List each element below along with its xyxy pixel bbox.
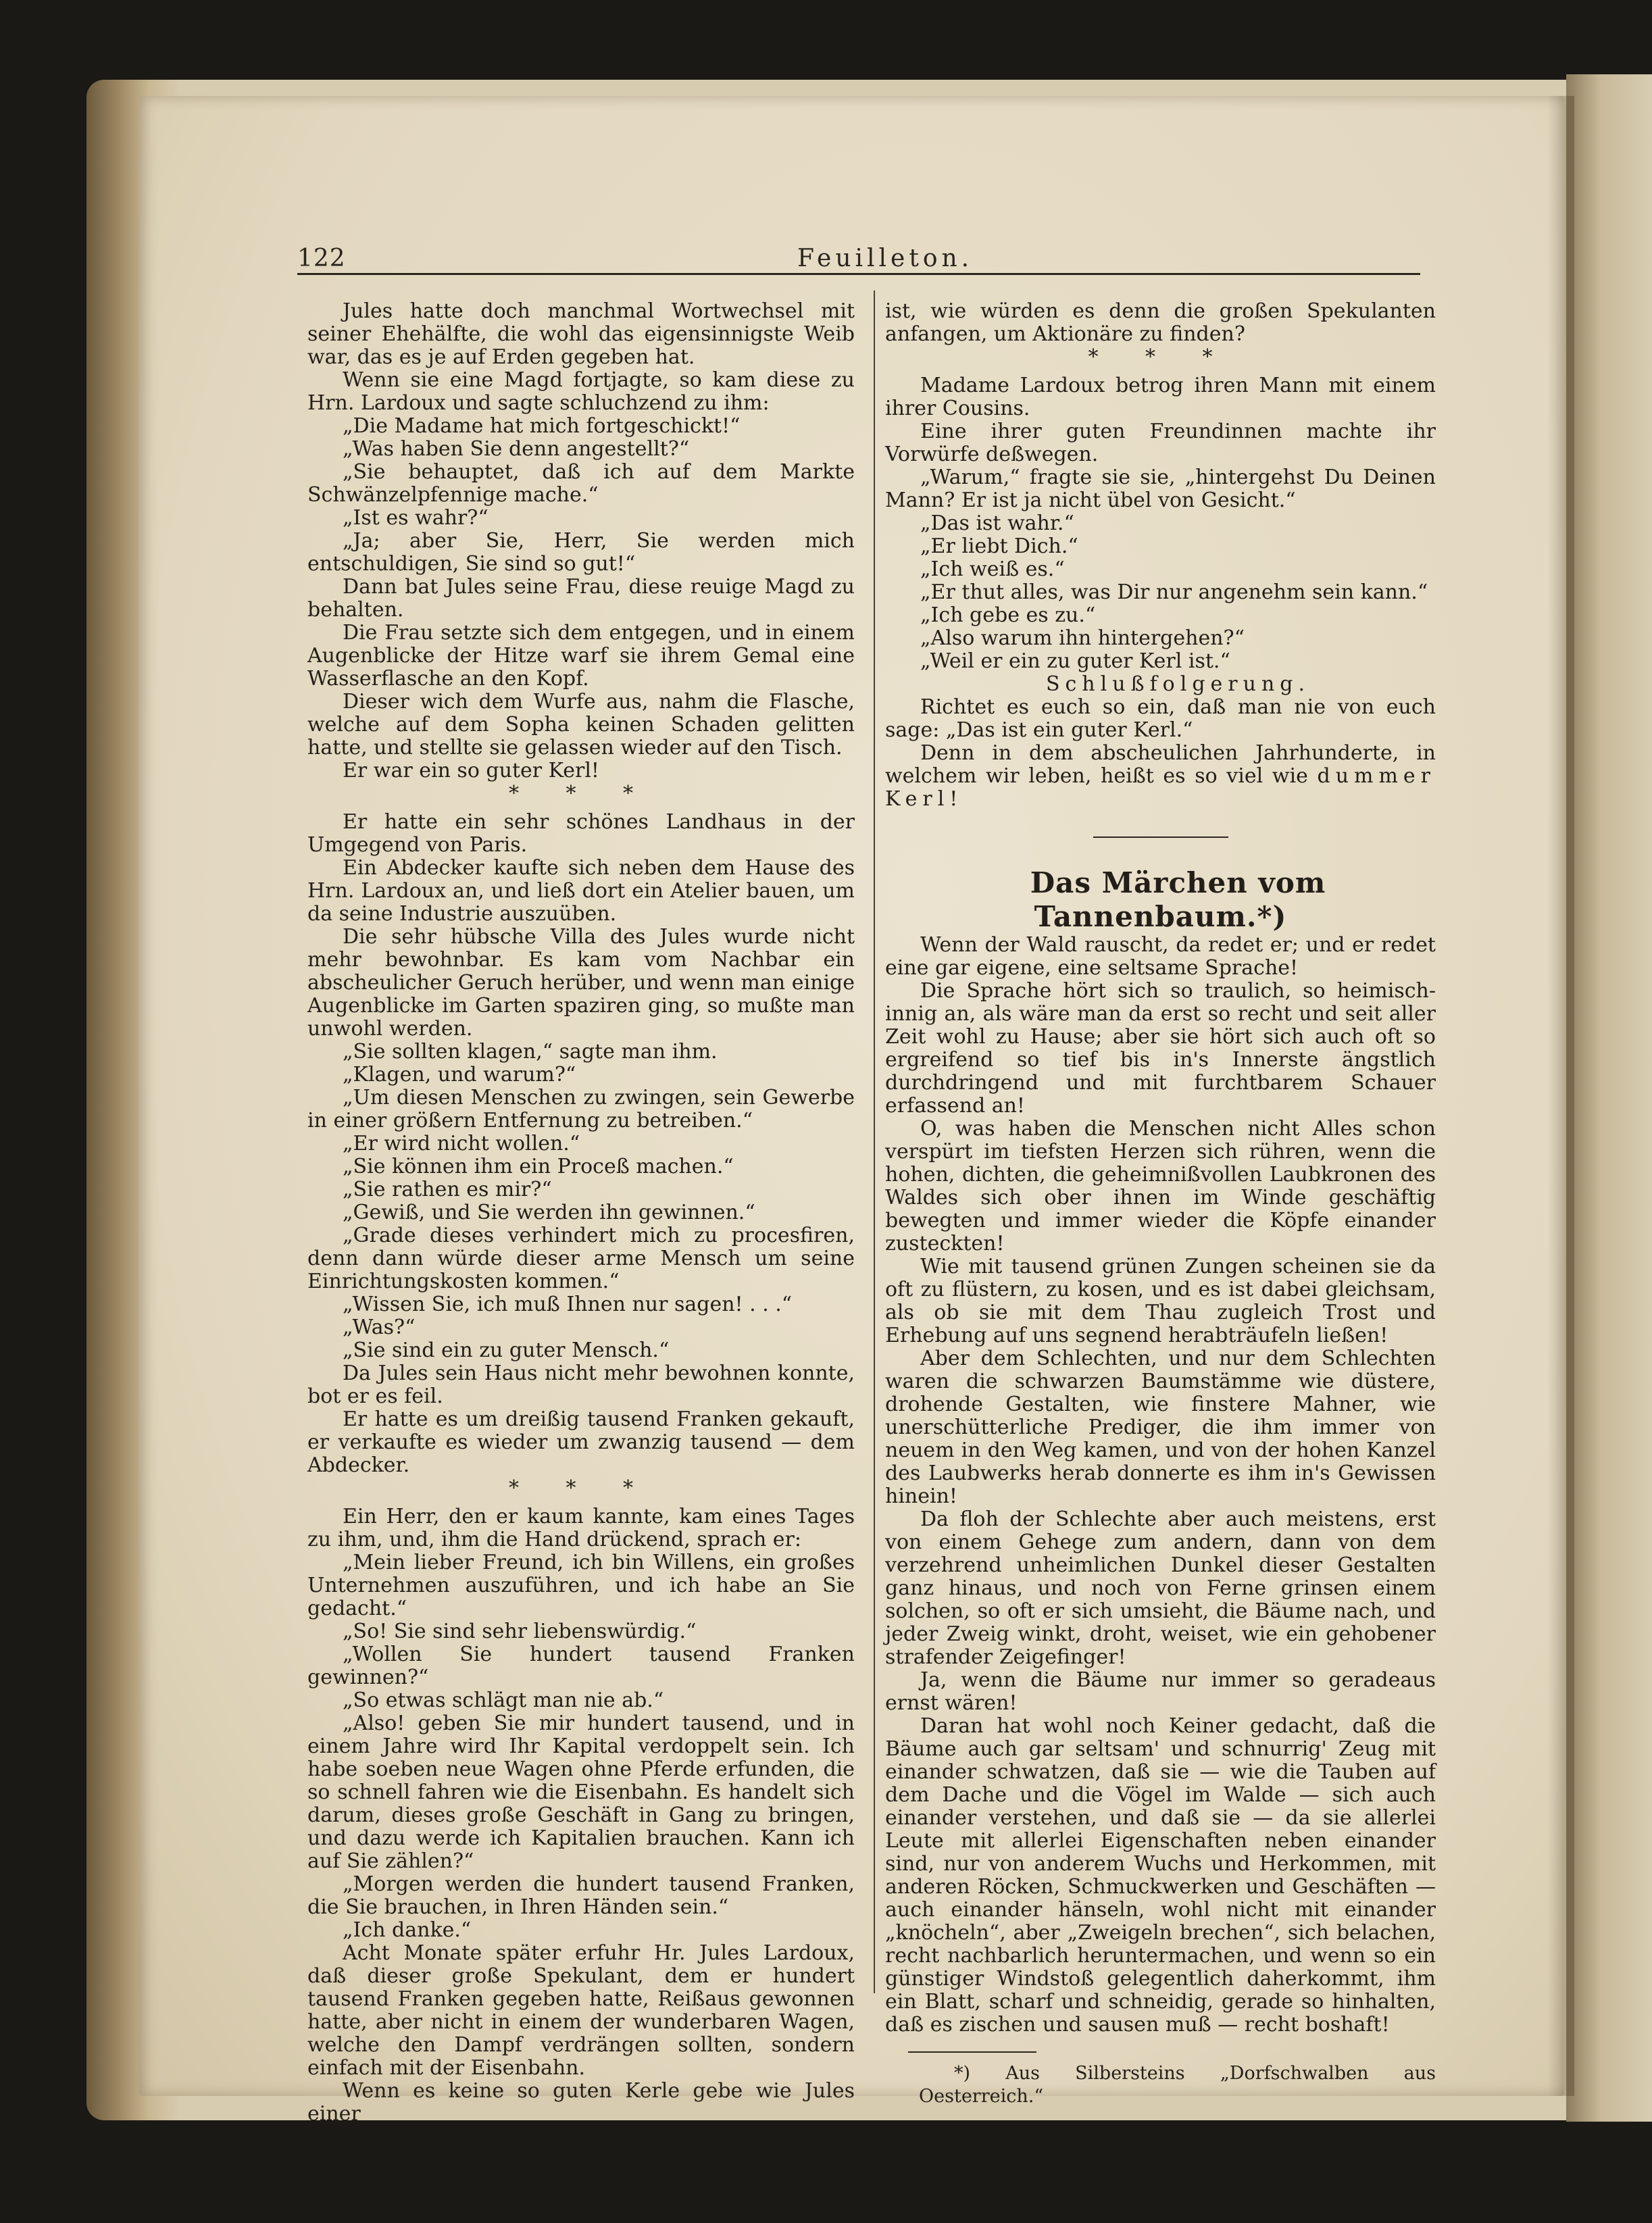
asterism-separator: * * * [1088, 345, 1233, 369]
paragraph: „Also warum ihn hintergehen?“ [920, 626, 1245, 650]
paragraph: „Sie sind ein zu guter Mensch.“ [343, 1339, 670, 1362]
paragraph: Die Sprache hört sich so traulich, so heimisch-innig an, als wäre man da erst so recht und seit aller Zeit wohl zu Hause; aber sie hört sich auch oft so ergreifend so tief bis in's Innerste ängstlich durchdringend und mit furchtbarem Schauer erfassend an! [885, 979, 1436, 1118]
paragraph: Eine ihrer guten Freundinnen machte ihr Vorwürfe deßwegen. [885, 420, 1436, 466]
column-rule [874, 291, 875, 1993]
paragraph: Ein Abdecker kaufte sich neben dem Hause des Hrn. Lardoux an, und ließ dort ein Atelier bauen, um da seine Industrie auszuüben. [307, 856, 855, 926]
paragraph: Da Jules sein Haus nicht mehr bewohnen konnte, bot er es feil. [307, 1362, 855, 1408]
paragraph: „Sie sollten klagen,“ sagte man ihm. [343, 1040, 718, 1064]
running-title: Feuilleton. [797, 245, 974, 272]
right-column [885, 300, 1436, 2108]
paragraph: „Sie rathen es mir?“ [343, 1178, 552, 1201]
paragraph: „Mein lieber Freund, ich bin Willens, ein großes Unternehmen auszuführen, und ich habe an Sie gedacht.“ [307, 1551, 855, 1620]
next-page-edge [1566, 74, 1652, 2122]
paragraph: „Weil er ein zu guter Kerl ist.“ [920, 649, 1230, 673]
asterism-separator: * * * [508, 1476, 654, 1500]
page-number: 122 [297, 245, 346, 272]
paragraph: Ja, wenn die Bäume nur immer so geradeaus ernst wären! [885, 1668, 1436, 1715]
paragraph: Dieser wich dem Wurfe aus, nahm die Flasche, welche auf dem Sopha keinen Schaden gelitten hatte, und stellte sie gelassen wieder auf den Tisch. [307, 690, 855, 759]
paragraph: Daran hat wohl noch Keiner gedacht, daß die Bäume auch gar seltsam' und schnurrig' Zeug mit einander schwatzen, daß sie — wie die Tauben auf dem Dache und die Vögel im Walde — sich auch einander verstehen, und daß sie — da sie allerlei Leute mit allerlei Eigenschaften neben einander sind, nur von anderem Wuchs und Herkommen, mit anderen Röcken, Schmuckwerken und Geschäften — auch einander hänseln, wohl nicht mit einander „knöcheln“, aber „Zweigeln brechen“, sich belachen, recht nachbarlich heruntermachen, und wenn so ein günstiger Windstoß gelegentlich daherkommt, ihm ein Blatt, scharf und schneidig, gerade so hinhalten, daß es zischen und sausen muß — recht boshaft! [885, 1714, 1436, 2037]
gutter-shadow [1547, 96, 1574, 2096]
paragraph: „Um diesen Menschen zu zwingen, sein Gewerbe in einer größern Entfernung zu betreiben.“ [307, 1086, 855, 1132]
paragraph: „Wissen Sie, ich muß Ihnen nur sagen! . . .“ [343, 1293, 793, 1316]
paragraph: „Er liebt Dich.“ [920, 534, 1078, 558]
paragraph: ist, wie würden es denn die großen Spekulanten anfangen, um Aktionäre zu finden? [885, 299, 1436, 346]
paragraph: „Was?“ [343, 1316, 416, 1339]
paragraph: Wenn sie eine Magd fortjagte, so kam diese zu Hrn. Lardoux und sagte schluchzend zu ihm: [307, 368, 855, 415]
paragraph: Wie mit tausend grünen Zungen scheinen sie da oft zu flüstern, zu kosen, und es ist dabei gleichsam, als ob sie mit dem Thau zugleich Trost und Erhebung auf uns segnend herabträufeln ließen! [885, 1255, 1436, 1347]
paragraph: „Ich weiß es.“ [920, 557, 1065, 581]
paragraph: „So! Sie sind sehr liebenswürdig.“ [343, 1620, 697, 1643]
footnote: *) Aus Silbersteins „Dorfschwalben aus Oesterreich.“ [919, 2063, 1436, 2107]
running-head [297, 245, 1419, 274]
paragraph: „Das ist wahr.“ [920, 511, 1074, 535]
paragraph: Jules hatte doch manchmal Wortwechsel mit seiner Ehehälfte, die wohl das eigensinnigste Weib war, das es je auf Erden gegeben hat. [307, 299, 855, 369]
paragraph: Er war ein so guter Kerl! [343, 759, 599, 782]
paragraph: „Er thut alles, was Dir nur angenehm sein kann.“ [920, 580, 1428, 604]
section-title: Das Märchen vom Tannenbaum.*) [1030, 866, 1326, 933]
paragraph: „Warum,“ fragte sie sie, „hintergehst Du Deinen Mann? Er ist ja nicht übel von Gesicht.“ [885, 466, 1436, 512]
paragraph: „Sie können ihm ein Proceß machen.“ [343, 1155, 734, 1178]
emphasized-text: dummer Kerl! [885, 764, 1436, 811]
paragraph: Madame Lardoux betrog ihren Mann mit einem ihrer Cousins. [885, 374, 1436, 420]
footnote-rule [908, 2051, 1036, 2053]
paragraph: „Ja; aber Sie, Herr, Sie werden mich entschuldigen, Sie sind so gut!“ [307, 529, 855, 576]
paragraph: „Sie behauptet, daß ich auf dem Markte Schwänzelpfennige mache.“ [307, 460, 855, 507]
conclusion-heading: Schlußfolgerung. [1045, 672, 1311, 696]
paragraph: Richtet es euch so ein, daß man nie von euch sage: „Das ist ein guter Kerl.“ [885, 695, 1436, 742]
paragraph: „Was haben Sie denn angestellt?“ [343, 437, 690, 461]
paragraph: „Grade dieses verhindert mich zu procesfiren, denn dann würde dieser arme Mensch um seine Einrichtungskosten kommen.“ [307, 1224, 855, 1293]
paragraph: Dann bat Jules seine Frau, diese reuige Magd zu behalten. [307, 575, 855, 622]
paragraph: „Wollen Sie hundert tausend Franken gewinnen?“ [307, 1643, 855, 1689]
paragraph: „Ist es wahr?“ [343, 506, 489, 530]
header-rule [297, 273, 1420, 275]
paragraph: „Gewiß, und Sie werden ihn gewinnen.“ [343, 1201, 755, 1224]
paragraph: „Morgen werden die hundert tausend Franken, die Sie brauchen, in Ihren Händen sein.“ [307, 1872, 855, 1919]
paragraph: „Die Madame hat mich fortgeschickt!“ [343, 414, 741, 438]
paragraph: Aber dem Schlechten, und nur dem Schlechten waren die schwarzen Baumstämme wie düstere, drohende Gestalten, wie finstere Mahner, wie unerschütterliche Prediger, die ihm immer von neuem in den Weg kamen, und von der hohen Kanzel des Laubwerks herab donnerte es ihm in's Gewissen hinein! [885, 1347, 1436, 1508]
paragraph-text: Denn in dem abscheulichen Jahrhunderte, in welchem wir leben, heißt es so viel wie [885, 741, 1436, 788]
paragraph: Die Frau setzte sich dem entgegen, und in einem Augenblicke der Hitze warf sie ihrem Gemal eine Wasserflasche an den Kopf. [307, 621, 855, 691]
paragraph: Die sehr hübsche Villa des Jules wurde nicht mehr bewohnbar. Es kam vom Nachbar ein abscheulicher Geruch herüber, und wenn man einige Augenblicke im Garten spaziren ging, so mußte man unwohl werden. [307, 925, 855, 1041]
paragraph: Acht Monate später erfuhr Hr. Jules Lardoux, daß dieser große Spekulant, dem er hundert tausend Franken gegeben hatte, Reißaus gewonnen hatte, aber nicht in einem der wunderbaren Wagen, welche den Dampf verdrängen sollten, sondern einfach mit der Eisenbahn. [307, 1941, 855, 2080]
paragraph: Wenn es keine so guten Kerle gebe wie Jules einer [307, 2079, 855, 2126]
paragraph: Da floh der Schlechte aber auch meistens, erst von einem Gehege zum andern, dann von dem verzehrend unheimlichen Dunkel dieser Gestalten ganz hinaus, und noch von Ferne grinsen einem solchen, so oft er sich umsieht, die Bäume nach, und jeder Zweig winkt, droht, weiset, wie ein gehobener strafender Zeigefinger! [885, 1507, 1436, 1669]
asterism-separator: * * * [508, 782, 654, 805]
paragraph: Er hatte es um dreißig tausend Franken gekauft, er verkaufte es wieder um zwanzig tausend — dem Abdecker. [307, 1407, 855, 1477]
paragraph: Wenn der Wald rauscht, da redet er; und er redet eine gar eigene, eine seltsame Sprache! [885, 933, 1436, 980]
paragraph: „Klagen, und warum?“ [343, 1063, 576, 1086]
paragraph: Er hatte ein sehr schönes Landhaus in der Umgegend von Paris. [307, 810, 855, 857]
left-column [307, 300, 855, 2126]
paragraph: „Er wird nicht wollen.“ [343, 1132, 580, 1155]
section-rule [1093, 836, 1228, 838]
paragraph: „Also! geben Sie mir hundert tausend, und in einem Jahre wird Ihr Kapital verdoppelt sein. Ich habe soeben neue Wagen ohne Pferde erfunden, die so schnell fahren wie die Eisenbahn. Es handelt sich darum, dieses große Geschäft in Gang zu bringen, und dazu werde ich Kapitalien brauchen. Kann ich auf Sie zählen?“ [307, 1712, 855, 1873]
paragraph: O, was haben die Menschen nicht Alles schon verspürt im tiefsten Herzen sich rühren, wenn die hohen, dichten, die geheimnißvollen Laubkronen des Waldes sich ober ihnen im Winde geschäftig bewegten und immer wieder die Köpfe einander zusteckten! [885, 1117, 1436, 1255]
paragraph: „So etwas schlägt man nie ab.“ [343, 1689, 664, 1712]
paragraph: Ein Herr, den er kaum kannte, kam eines Tages zu ihm, und, ihm die Hand drückend, sprach er: [307, 1505, 855, 1551]
paragraph: „Ich danke.“ [343, 1918, 472, 1942]
paragraph: „Ich gebe es zu.“ [920, 603, 1096, 627]
paragraph [885, 742, 1436, 811]
